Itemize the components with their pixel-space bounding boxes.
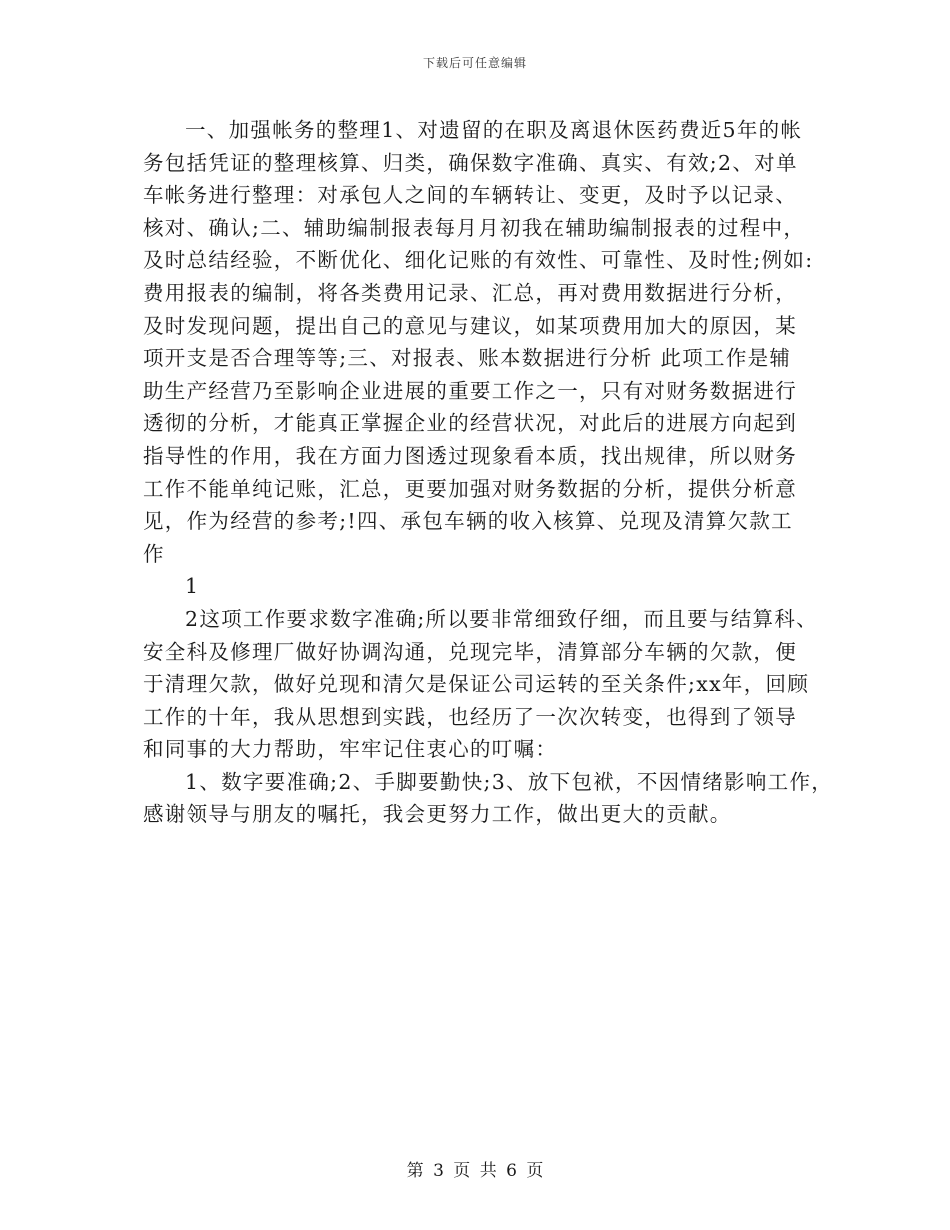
text-line: 安全科及修理厂做好协调沟通，兑现完毕，清算部分车辆的欠款，便: [143, 639, 797, 664]
document-body: [143, 114, 834, 831]
text-line: 1、数字要准确;2、手脚要勤快;3、放下包袱，不因情绪影响工作，: [185, 769, 834, 794]
text-line: 工作的十年，我从思想到实践，也经历了一次次转变，也得到了领导: [143, 704, 797, 729]
text-line: 指导性的作用，我在方面力图透过现象看本质，找出规律，所以财务: [143, 443, 797, 468]
text-line: 于清理欠款，做好兑现和清欠是保证公司运转的至关条件;xx年，回顾: [143, 672, 810, 697]
text-line: 一、加强帐务的整理1、对遗留的在职及离退休医药费近5年的帐: [185, 118, 803, 142]
text-line: 见，作为经营的参考;!四、承包车辆的收入核算、兑现及清算欠款工: [143, 509, 793, 534]
page-footer: 第 3 页 共 6 页: [406, 1161, 544, 1181]
paragraph-1: [143, 114, 823, 570]
paragraph-2: [143, 603, 823, 766]
page-header: 下载后可任意编辑: [422, 56, 527, 70]
paragraph-3: [143, 766, 834, 831]
text-line: 及时发现问题，提出自己的意见与建议，如某项费用加大的原因，某: [143, 313, 797, 338]
text-line: 费用报表的编制，将各类费用记录、汇总，再对费用数据进行分析，: [143, 280, 797, 305]
text-line: 助生产经营乃至影响企业进展的重要工作之一，只有对财务数据进行: [143, 378, 797, 403]
text-line: 作: [143, 541, 165, 566]
text-line: 务包括凭证的整理核算、归类，确保数字准确、真实、有效;2、对单: [143, 150, 798, 175]
inline-page-number: 1: [185, 574, 199, 599]
text-line: 2这项工作要求数字准确;所以要非常细致仔细，而且要与结算科、: [185, 606, 818, 631]
text-line: 核对、确认;二、辅助编制报表每月月初我在辅助编制报表的过程中，: [143, 215, 806, 240]
text-line: 感谢领导与朋友的嘱托，我会更努力工作，做出更大的贡献。: [143, 802, 732, 827]
text-line: 车帐务进行整理：对承包人之间的车辆转让、变更，及时予以记录、: [143, 183, 797, 208]
text-line: 项开支是否合理等等;三、对报表、账本数据进行分析 此项工作是辅: [143, 346, 792, 371]
text-line: 工作不能单纯记账，汇总，更要加强对财务数据的分析，提供分析意: [143, 476, 797, 501]
text-line: 及时总结经验，不断优化、细化记账的有效性、可靠性、及时性;例如:: [143, 248, 814, 273]
text-line: 透彻的分析，才能真正掌握企业的经营状况，对此后的进展方向起到: [143, 411, 797, 436]
text-line: 和同事的大力帮助，牢牢记住衷心的叮嘱：: [143, 737, 558, 762]
